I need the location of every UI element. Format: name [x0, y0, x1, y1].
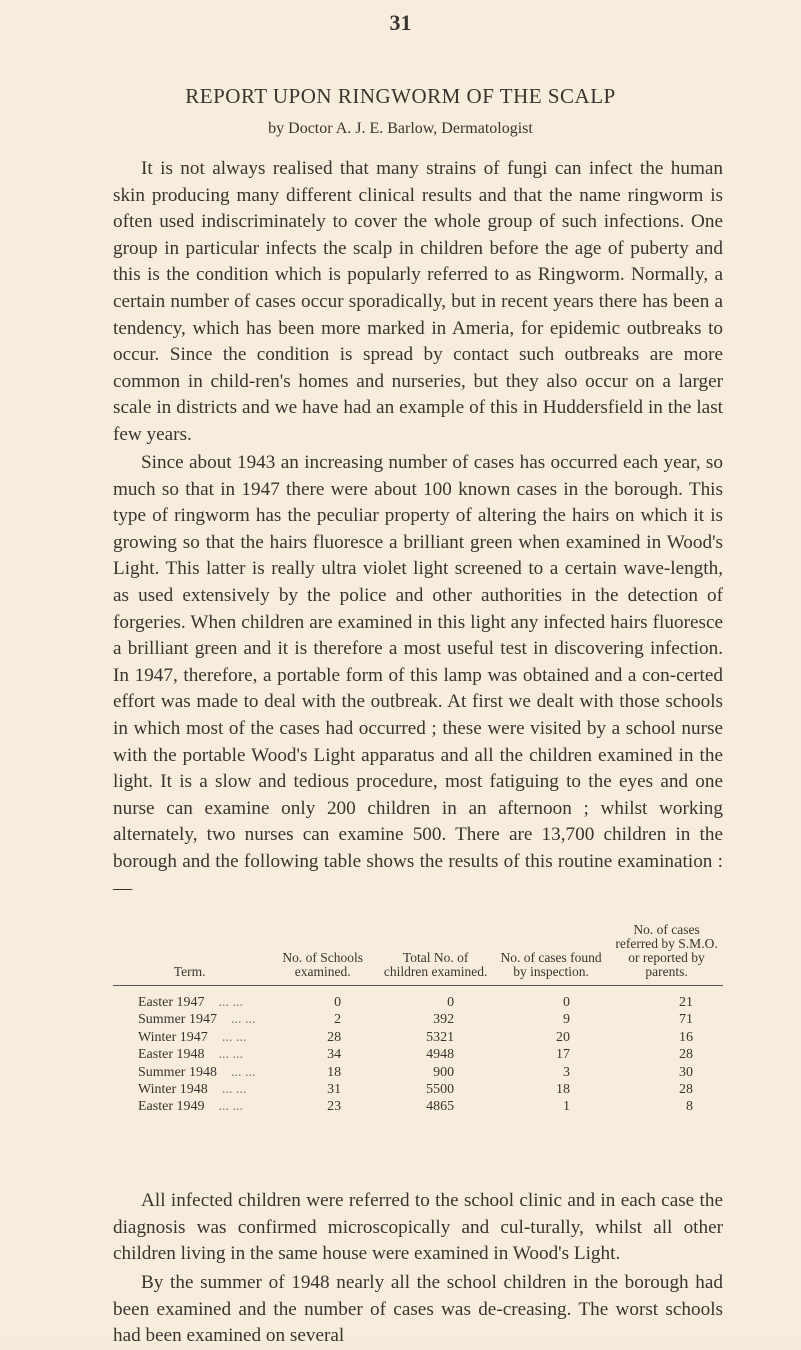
table-row: [113, 1046, 723, 1063]
cell-term: [113, 986, 266, 1012]
cell-value: 4865: [426, 1099, 455, 1115]
cell-term: [113, 1046, 266, 1063]
cell-value: 16: [679, 1029, 693, 1045]
cell-term: [113, 1064, 266, 1081]
table-row: [113, 1029, 723, 1046]
table-row: [113, 1081, 723, 1098]
term-label: Easter 1947: [138, 995, 205, 1010]
cell-value: 18: [556, 1082, 571, 1098]
leader-dots: ... ...: [230, 1012, 256, 1028]
cell-value: 23: [327, 1099, 342, 1115]
cell-value: 9: [563, 1012, 571, 1028]
cell-value: 0: [563, 995, 571, 1010]
cell-value: 20: [556, 1029, 571, 1045]
paragraph-3: All infected children were referred to the school clinic and in each case the diagnosis was confirmed microscopically and cul-turally, whilst all other children living in the same house were examined in Wood's Light.: [113, 1190, 723, 1265]
header-children: Total No. of children examined.: [379, 922, 492, 986]
term-label: Winter 1947: [138, 1029, 208, 1045]
leader-dots: ... ...: [221, 1082, 247, 1098]
leader-dots: ... ...: [218, 1099, 243, 1115]
leader-dots: ... ...: [218, 995, 243, 1010]
cell-term: [113, 1098, 266, 1115]
cell-term: [113, 1029, 266, 1046]
cell-value: 900: [433, 1064, 455, 1080]
report-title: REPORT UPON RINGWORM OF THE SCALP: [185, 84, 616, 108]
cell-value: 30: [679, 1064, 693, 1080]
cell-term: [113, 1011, 266, 1028]
header-cases-referred: No. of cases referred by S.M.O. or reported by parents.: [610, 922, 723, 986]
cell-value: 31: [327, 1082, 342, 1098]
cell-value: 0: [447, 995, 455, 1010]
term-label: Easter 1949: [138, 1099, 205, 1115]
cell-value: 18: [327, 1064, 342, 1080]
cell-value: 0: [334, 995, 342, 1010]
page-number: 31: [389, 10, 412, 35]
paragraph-1: It is not always realised that many strains of fungi can infect the human skin producing many different clinical results and that the name ringworm is often used indiscriminately to cover the whole group of such infections. One group in particular infects the scalp in children before the age of puberty and this is the condition which is popularly referred to as Ringworm. Normally, a certain number of cases occur sporadically, but in recent years there has been a tendency, which has been more marked in Ameria, for epidemic outbreaks to occur. Since the condition is spread by contact such outbreaks are more common in child-ren's homes and nurseries, but they also occur on a larger scale in districts and we have had an example of this in Huddersfield in the last few years.: [113, 158, 723, 445]
header-cases-found: No. of cases found by inspection.: [492, 922, 610, 986]
cell-value: 28: [679, 1047, 693, 1063]
leader-dots: ... ...: [221, 1029, 247, 1045]
cell-value: 71: [679, 1012, 693, 1028]
cell-value: 4948: [426, 1047, 455, 1063]
cell-value: 28: [679, 1082, 693, 1098]
cell-value: 21: [679, 995, 693, 1010]
paragraph-2: Since about 1943 an increasing number of cases has occurred each year, so much so that in 1947 there were about 100 known cases in the borough. This type of ringworm has the peculiar property of altering the hairs on which it is growing so that the hairs fluoresce a brilliant green when examined in Wood's Light. This latter is really ultra violet light screened to a certain wave-length, as used extensively by the police and other authorities in the detection of forgeries. When children are examined in this light any infected hairs fluoresce a brilliant green and it is therefore a most useful test in discovering infection. In 1947, therefore, a portable form of this lamp was obtained and a con-certed effort was made to deal with the outbreak. At first we dealt with those schools in which most of the cases had occurred ; these were visited by a school nurse with the portable Wood's Light apparatus and all the children examined in the light. It is a slow and tedious procedure, most fatiguing to the eyes and one nurse can examine only 200 children in an afternoon ; whilst working alternately, two nurses can examine 500. There are 13,700 children in the borough and the following table shows the results of this routine examination :—: [113, 452, 723, 899]
leader-dots: ... ...: [218, 1047, 243, 1063]
cell-value: 2: [334, 1012, 342, 1028]
byline: by Doctor A. J. E. Barlow, Dermatologist: [268, 120, 533, 137]
cell-value: 3: [563, 1064, 571, 1080]
cell-value: 392: [433, 1012, 455, 1028]
cell-value: 28: [327, 1029, 342, 1045]
leader-dots: ... ...: [230, 1064, 256, 1080]
term-label: Winter 1948: [138, 1082, 208, 1098]
table-row: [113, 1064, 723, 1081]
cell-value: 5500: [426, 1082, 455, 1098]
table-row: [113, 1098, 723, 1115]
term-label: Summer 1947: [138, 1012, 217, 1028]
table-row: [113, 986, 723, 1012]
header-schools: No. of Schools examined.: [266, 922, 379, 986]
term-label: Summer 1948: [138, 1064, 217, 1080]
term-label: Easter 1948: [138, 1047, 205, 1063]
ringworm-table: [113, 922, 723, 1116]
paragraph-4: By the summer of 1948 nearly all the school children in the borough had been examined and the number of cases was de-creasing. The worst schools had been examined on several: [113, 1272, 723, 1347]
cell-value: 5321: [426, 1029, 455, 1045]
cell-value: 17: [556, 1047, 571, 1063]
cell-value: 1: [563, 1099, 571, 1115]
header-term: Term.: [113, 922, 266, 986]
table-row: [113, 1011, 723, 1028]
cell-term: [113, 1081, 266, 1098]
cell-value: 8: [686, 1099, 693, 1115]
cell-value: 34: [327, 1047, 342, 1063]
